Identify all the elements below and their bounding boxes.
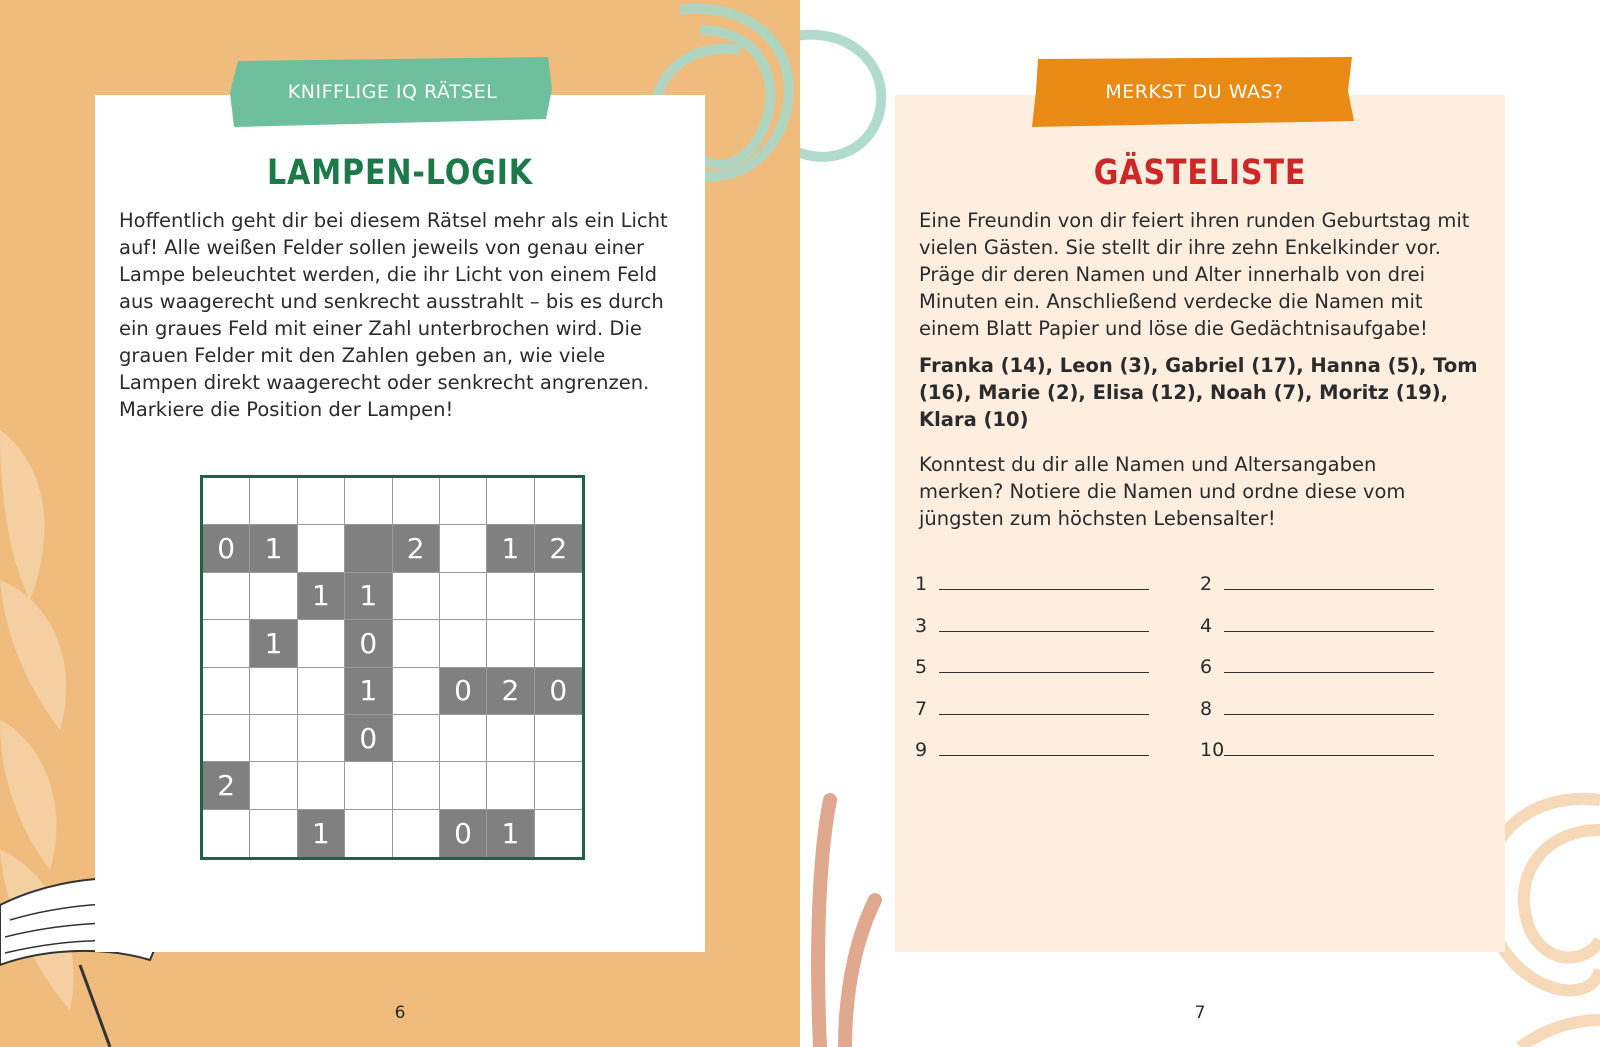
ribbon-label: KNIFFLIGE IQ RÄTSEL xyxy=(287,81,498,103)
grid-cell-empty[interactable] xyxy=(535,478,582,525)
grid-cell-numbered: 1 xyxy=(250,525,297,572)
answer-slot xyxy=(915,615,1200,637)
guest-list-text: Franka (14), Leon (3), Gabriel (17), Hanna (5), Tom (16), Marie (2), Elisa (12), Noah (7), Moritz (19), Klara (10) xyxy=(919,354,1478,431)
grid-cell-empty[interactable] xyxy=(250,715,297,762)
grid-cell-empty[interactable] xyxy=(440,762,487,809)
grid-cell-empty[interactable] xyxy=(298,762,345,809)
grid-cell-empty[interactable] xyxy=(487,762,534,809)
ribbon-label: MERKST DU WAS? xyxy=(1105,81,1284,103)
grid-cell-numbered: 2 xyxy=(393,525,440,572)
answer-row xyxy=(915,739,1485,781)
grid-cell-empty[interactable] xyxy=(440,715,487,762)
grid-cell-empty[interactable] xyxy=(440,478,487,525)
answer-number: 4 xyxy=(1200,614,1213,637)
answer-row xyxy=(915,656,1485,698)
answer-row xyxy=(915,615,1485,657)
grid-cell-empty[interactable] xyxy=(345,762,392,809)
grid-cell-numbered: 1 xyxy=(487,525,534,572)
question-text xyxy=(919,451,1459,532)
grid-cell-numbered: 1 xyxy=(298,810,345,857)
grid-cell-numbered: 2 xyxy=(487,668,534,715)
grid-cell-numbered: 0 xyxy=(440,810,487,857)
answer-write-line[interactable] xyxy=(1224,573,1434,590)
grid-cell-numbered: 0 xyxy=(345,715,392,762)
grid-cell-empty[interactable] xyxy=(440,525,487,572)
grid-cell-empty[interactable] xyxy=(487,573,534,620)
grid-cell-empty[interactable] xyxy=(298,525,345,572)
grid-cell-empty[interactable] xyxy=(345,810,392,857)
answer-slot xyxy=(915,656,1200,678)
grid-cell-empty[interactable] xyxy=(393,715,440,762)
grid-cell-numbered: 1 xyxy=(487,810,534,857)
answer-write-line[interactable] xyxy=(1224,739,1434,756)
answer-write-line[interactable] xyxy=(939,656,1149,673)
grid-cell-empty[interactable] xyxy=(298,478,345,525)
grid-cell-empty[interactable] xyxy=(250,810,297,857)
scribble-decoration xyxy=(800,0,910,180)
grid-cell-empty[interactable] xyxy=(393,478,440,525)
answer-number: 7 xyxy=(915,697,928,720)
puzzle-card xyxy=(95,81,705,952)
grid-cell-numbered: 0 xyxy=(345,620,392,667)
answer-write-line[interactable] xyxy=(1224,615,1434,632)
lamp-puzzle-grid[interactable] xyxy=(200,475,585,860)
category-ribbon xyxy=(230,57,555,127)
grid-cell-empty[interactable] xyxy=(535,810,582,857)
answer-slot xyxy=(1200,573,1485,595)
answer-slot xyxy=(915,739,1200,761)
grid-cell-empty[interactable] xyxy=(487,478,534,525)
right-page xyxy=(800,0,1600,1047)
page-number: 6 xyxy=(394,1003,406,1023)
grid-cell-empty[interactable] xyxy=(393,810,440,857)
grid-cell-empty[interactable] xyxy=(203,715,250,762)
grid-cell-empty[interactable] xyxy=(393,762,440,809)
grid-cell-empty[interactable] xyxy=(393,620,440,667)
answer-number: 6 xyxy=(1200,656,1213,678)
answer-slot xyxy=(1200,698,1485,720)
answer-lines xyxy=(915,573,1485,781)
grid-cell-numbered: 0 xyxy=(535,668,582,715)
grid-cell-empty[interactable] xyxy=(393,573,440,620)
answer-row xyxy=(915,573,1485,615)
answer-number: 8 xyxy=(1200,697,1213,720)
grid-cell-numbered: 0 xyxy=(203,525,250,572)
grid-cell-numbered: 2 xyxy=(535,525,582,572)
grid-cell-empty[interactable] xyxy=(440,573,487,620)
answer-slot xyxy=(1200,739,1485,761)
answer-slot xyxy=(1200,656,1485,678)
grass-decoration xyxy=(800,790,900,1047)
page-title: GÄSTELISTE xyxy=(1093,153,1307,193)
grid-cell-numbered: 1 xyxy=(345,668,392,715)
grid-cell-empty[interactable] xyxy=(250,668,297,715)
grid-cell-empty[interactable] xyxy=(440,620,487,667)
answer-write-line[interactable] xyxy=(939,739,1149,756)
memory-card xyxy=(895,81,1505,952)
answer-write-line[interactable] xyxy=(939,615,1149,632)
answer-number: 3 xyxy=(915,614,928,637)
question-paragraph: Konntest du dir alle Namen und Altersangaben merken? Notiere die Namen und ordne diese vom jüngsten zum höchsten Lebensalter! xyxy=(919,453,1406,530)
answer-number: 5 xyxy=(915,656,928,678)
grid-cell-empty[interactable] xyxy=(250,762,297,809)
grid-cell-numbered: 1 xyxy=(298,573,345,620)
answer-number: 10 xyxy=(1200,739,1225,761)
page-number: 7 xyxy=(1194,1003,1206,1023)
answer-slot xyxy=(1200,615,1485,637)
answer-number: 1 xyxy=(915,573,928,595)
instructions-text xyxy=(119,207,679,423)
grid-cell-numbered: 1 xyxy=(250,620,297,667)
grid-cell-empty[interactable] xyxy=(203,810,250,857)
grid-cell-empty[interactable] xyxy=(250,573,297,620)
grid-cell-empty[interactable] xyxy=(487,620,534,667)
answer-write-line[interactable] xyxy=(1224,698,1434,715)
grid-cell-numbered: 2 xyxy=(203,762,250,809)
grid-cell-empty[interactable] xyxy=(298,620,345,667)
intro-paragraph: Eine Freundin von dir feiert ihren runden Geburtstag mit vielen Gästen. Sie stellt dir ihre zehn Enkelkinder vor. Präge dir deren Namen und Alter innerhalb von drei Minuten ein. Anschließend verdecke die Namen mit einem Blatt Papier und löse die Gedächtnisaufgabe! xyxy=(919,209,1470,340)
grid-cell-empty[interactable] xyxy=(393,668,440,715)
grid-cell-empty[interactable] xyxy=(298,668,345,715)
grid-cell-empty[interactable] xyxy=(203,668,250,715)
grid-cell-empty[interactable] xyxy=(345,478,392,525)
intro-text xyxy=(919,207,1479,342)
grid-cell-empty[interactable] xyxy=(487,715,534,762)
grid-cell-empty[interactable] xyxy=(535,762,582,809)
grid-cell-empty[interactable] xyxy=(535,573,582,620)
answer-write-line[interactable] xyxy=(1224,656,1434,673)
answer-row xyxy=(915,698,1485,740)
answer-slot xyxy=(915,698,1200,720)
grid-cell-numbered: 0 xyxy=(440,668,487,715)
grid-cell-empty[interactable] xyxy=(535,715,582,762)
guest-list xyxy=(919,352,1479,433)
answer-write-line[interactable] xyxy=(939,573,1149,590)
answer-number: 2 xyxy=(1200,573,1213,595)
category-ribbon xyxy=(1032,57,1357,127)
grid-cell-empty[interactable] xyxy=(203,478,250,525)
page-title: LAMPEN-LOGIK xyxy=(267,153,533,193)
answer-number: 9 xyxy=(915,739,928,761)
answer-slot xyxy=(915,573,1200,595)
grid-cell-numbered xyxy=(345,525,392,572)
grid-cell-empty[interactable] xyxy=(250,478,297,525)
grid-cell-empty[interactable] xyxy=(298,715,345,762)
answer-write-line[interactable] xyxy=(939,698,1149,715)
grid-cell-empty[interactable] xyxy=(203,573,250,620)
grid-cell-empty[interactable] xyxy=(535,620,582,667)
grid-cell-empty[interactable] xyxy=(203,620,250,667)
instructions-paragraph: Hoffentlich geht dir bei diesem Rätsel mehr als ein Licht auf! Alle weißen Felder sollen jeweils von genau einer Lampe beleuchtet werden, die ihr Licht von einem Feld aus waagerecht und senkrecht ausstrahlt – bis es durch ein graues Feld mit einer Zahl unterbrochen wird. Die grauen Felder mit den Zahlen geben an, wie viele Lampen direkt waagerecht oder senkrecht angrenzen. Markiere die Position der Lampen! xyxy=(119,209,668,421)
grid-cell-numbered: 1 xyxy=(345,573,392,620)
